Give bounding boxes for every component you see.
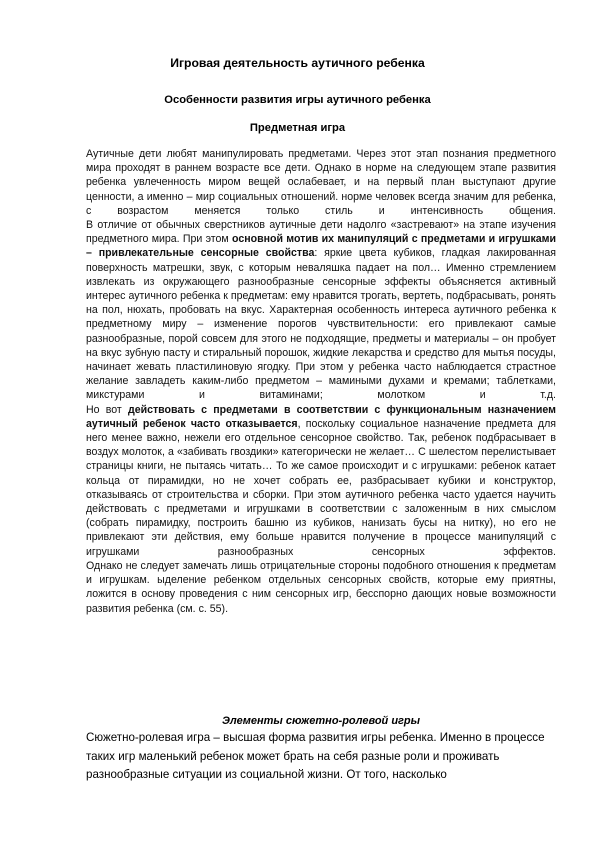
paragraph-2-text-c: : яркие цвета кубиков, гладкая лакированная поверхность матрешки, звук, с которым неваляшка падает на пол… Именно стремлением извлекать из окружающего разнообразные сенсорные эффекты объясняется активный интерес аутичного ребенка к предметам: ему нравится трогать, вертеть, подбрасывать, ронять на пол, нюхать, пробовать на вкус. Характерная особенность интереса аутичного ребенка к предметному миру – изменение порогов чувствительности: его привлекают самые разнообразные, порой совсем для этого не подходящие, предметы и материалы – он пробует на вкус зубную пасту и стиральный порошок, жидкие лекарства и средство для мытья посуды, начинает жевать пластилиновую ягодку. При этом у ребенка часто наблюдается страстное желание завладеть каким-либо предметом – мамиными духами и кремами; таблетками, микстурами и витаминами; молотком и т.д. (86, 247, 556, 402)
paragraph-3-text-a: Но вот (86, 403, 128, 416)
paragraph-3 (86, 403, 556, 559)
paragraph-5: Сюжетно-ролевая игра – высшая форма развития игры ребенка. Именно в процессе таких игр маленький ребенок может брать на себя разные роли и проживать разнообразные ситуации из социальной жизни. От того, насколько (86, 731, 545, 782)
section-subtitle: Особенности развития игры аутичного ребенка (164, 94, 431, 106)
paragraph-2-bold: основной мотив их манипуляций с предметами и игрушками – привлекательные сенсорные свойства (86, 233, 557, 260)
paragraph-3-text-c: , поскольку социальное назначение предмета для него менее важно, нежели его отдельное сенсорное свойство. Так, ребенок подбрасывает в воздух молоток, а «забивать гвоздики» категорически не желает… С шелестом перелистывает страницы книги, не пытаясь читать… То же самое происходит и с игрушками: ребенок катает кольца от пирамидки, но не хочет собрать ее, разбрасывает кубики и конструктор, отказываясь от строительства и сборки. При этом аутичного ребенка часто удается научить действовать с предметами и игрушками в соответствии с заложенным в них смыслом (собрать пирамидку, построить башню из кубиков, нанизать бусы на нитку), но его не привлекают эти действия, ему больше нравится получение в процессе манипуляций с игрушками разнообразных сенсорных эффектов. (86, 417, 556, 558)
paragraph-3-bold: действовать с предметами в соответствии с функциональным назначением аутичный ребенок часто отказывается (86, 403, 556, 430)
section-heading: Предметная игра (249, 122, 346, 134)
paragraph-2-text-a: В отличие от обычных сверстников аутичные дети надолго «застревают» на этапе изучения предметного мира. При этом (86, 219, 556, 246)
paragraph-2 (86, 218, 556, 403)
subsection-heading: Элементы сюжетно-ролевой игры (221, 715, 421, 727)
page-title: Игровая деятельность аутичного ребенка (170, 56, 425, 70)
paragraph-1: Аутичные дети любят манипулировать предметами. Через этот этап познания предметного мира проходят в раннем возрасте все дети. Однако в норме на следующем этапе развития ребенка увлеченность миром вещей ослабевает, и на первый план выступают другие ценности, а именно – мир социальных отношений. норме человек всегда значим для ребенка, с возрастом меняется только стиль и интенсивность общения. (86, 148, 556, 217)
paragraph-4: Однако не следует замечать лишь отрицательные стороны подобного отношения к предметам и игрушкам. ыделение ребенком отдельных сенсорных свойств, которые ему приятны, ложится в основу проведения с ним сенсорных игр, бесспорно дающих новые возможности развития ребенка (см. с. 55). (86, 559, 556, 615)
body-text (86, 147, 556, 616)
